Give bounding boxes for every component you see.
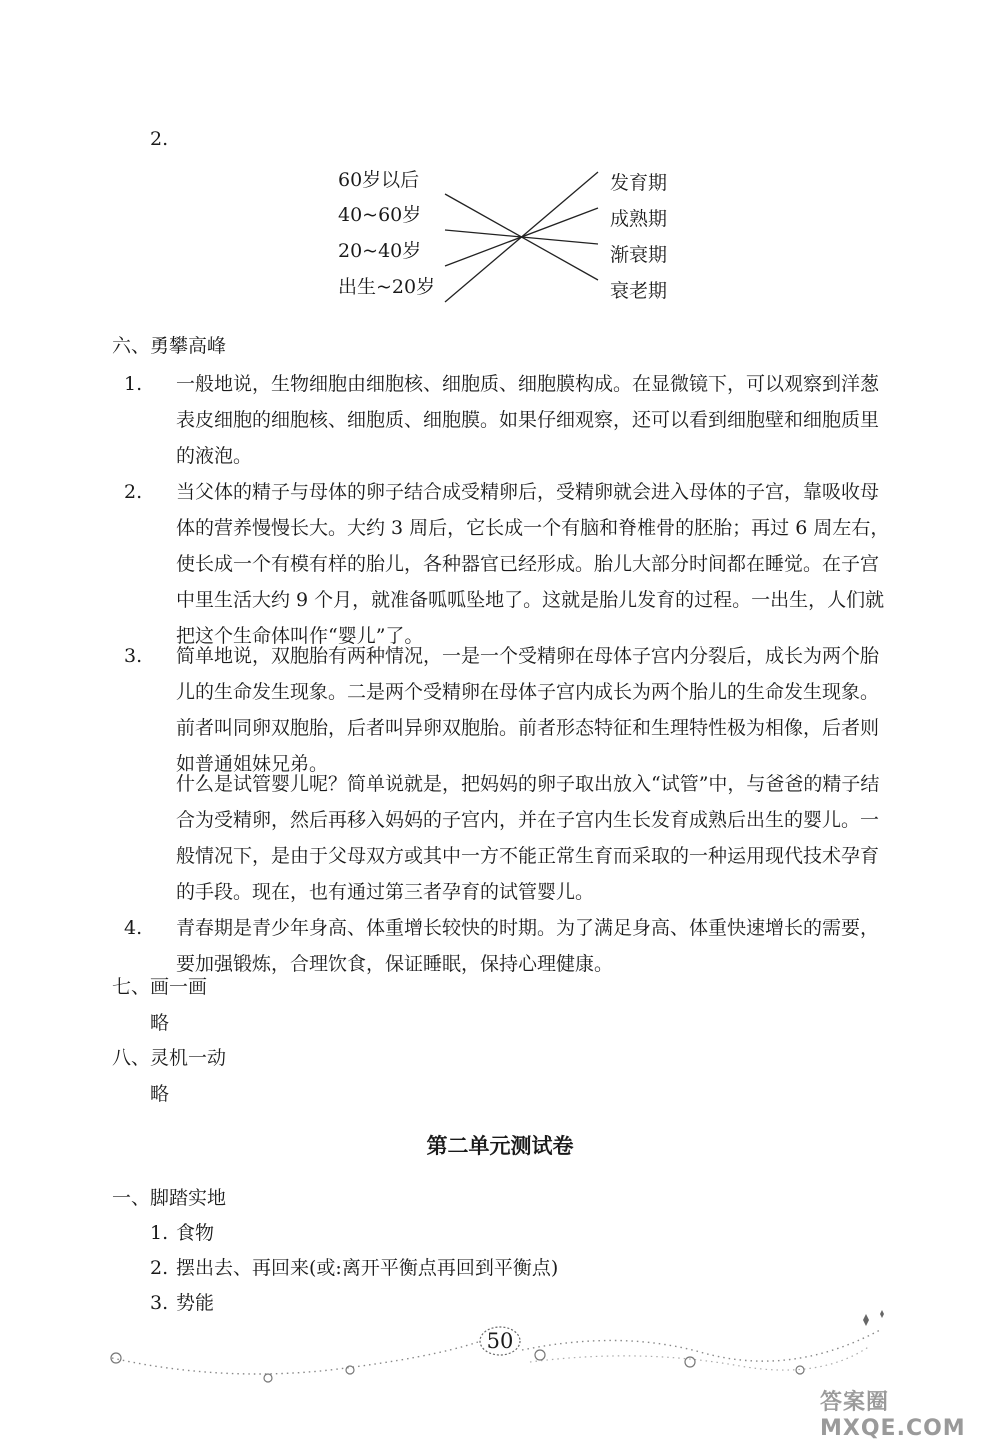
- part-1-item-1: [150, 1218, 214, 1245]
- s6-item-3-num: 3.: [124, 645, 143, 667]
- part-1-item-2-text: 摆出去、再回来(或:离开平衡点再回到平衡点): [176, 1257, 559, 1279]
- s6-item-2: [124, 474, 892, 654]
- s6-item-1: [124, 366, 892, 474]
- match-left-2: 20~40岁: [338, 240, 422, 262]
- match-right-1: 成熟期: [610, 208, 668, 230]
- s6-item-4: [124, 910, 892, 982]
- match-right-2: 渐衰期: [610, 244, 668, 266]
- match-left-0: 60岁以后: [338, 169, 420, 191]
- s6-item-2-num: 2.: [124, 481, 143, 503]
- watermark-logo: 答案圈 MXQE.COM: [820, 1390, 966, 1441]
- s6-item-1-text: 一般地说，生物细胞由细胞核、细胞质、细胞膜构成。在显微镜下，可以观察到洋葱表皮细胞的细胞核、细胞质、细胞膜。如果仔细观察，还可以看到细胞壁和细胞质里的液泡。: [176, 373, 880, 467]
- section-7-answer: 略: [150, 1012, 170, 1034]
- s6-item-3: [124, 638, 892, 782]
- unit-title: 第二单元测试卷: [426, 1134, 574, 1158]
- match-left-3: 出生~20岁: [338, 276, 436, 298]
- part-1-item-1-text: 食物: [176, 1222, 215, 1244]
- part-1-title: 一、脚踏实地: [112, 1187, 227, 1209]
- part-1-item-2-num: 2.: [150, 1257, 169, 1279]
- match-line-3: [445, 172, 598, 302]
- s6-item-2-text: 当父体的精子与母体的卵子结合成受精卵后，受精卵就会进入母体的子宫，靠吸收母体的营养慢慢长大。大约 3 周后，它长成一个有脑和脊椎骨的胚胎；再过 6 周左右，使长成一个有模有样的胎儿，各种器官已经形成。胎儿大部分时间都在睡觉。在子宫中里生活大约 9 个月，就准备呱呱坠地了。这就是胎儿发育的过程。一出生，人们就把这个生命体叫作“婴儿”了。: [176, 481, 890, 647]
- question-number: 2.: [150, 128, 169, 150]
- section-6-title: 六、勇攀高峰: [112, 335, 227, 357]
- s6-item-4-num: 4.: [124, 917, 143, 939]
- page-number: [478, 1325, 522, 1357]
- section-7-title: 七、画一画: [112, 976, 208, 998]
- s6-item-3-text: 简单地说，双胞胎有两种情况，一是一个受精卵在母体子宫内分裂后，成长为两个胎儿的生命发生现象。二是两个受精卵在母体子宫内成长为两个胎儿的生命发生现象。前者叫同卵双胞胎，后者叫异卵双胞胎。前者形态特征和生理特性极为相像，后者则如普通姐妹兄弟。: [176, 645, 880, 775]
- match-right-3: 衰老期: [610, 280, 668, 302]
- section-8-answer: 略: [150, 1083, 170, 1105]
- part-1-item-3-num: 3.: [150, 1292, 169, 1314]
- page-number-text: 50: [486, 1329, 514, 1353]
- match-right-0: 发育期: [610, 172, 668, 194]
- s6-item-1-num: 1.: [124, 373, 143, 395]
- part-1-item-2: [150, 1253, 558, 1280]
- match-left-1: 40~60岁: [338, 204, 422, 226]
- s6-item-4-text: 青春期是青少年身高、体重增长较快的时期。为了满足身高、体重快速增长的需要，要加强锻炼，合理饮食，保证睡眠，保持心理健康。: [176, 917, 880, 975]
- part-1-item-1-num: 1.: [150, 1222, 169, 1244]
- section-8-title: 八、灵机一动: [112, 1047, 227, 1069]
- s6-item-3-continued: 什么是试管婴儿呢？简单说就是，把妈妈的卵子取出放入“试管”中，与爸爸的精子结合为受精卵，然后再移入妈妈的子宫内，并在子宫内生长发育成熟后出生的婴儿。一般情况下，是由于父母双方或其中一方不能正常生育而采取的一种运用现代技术孕育的手段。现在，也有通过第三者孕育的试管婴儿。: [176, 773, 880, 903]
- part-1-item-3-text: 势能: [176, 1292, 215, 1314]
